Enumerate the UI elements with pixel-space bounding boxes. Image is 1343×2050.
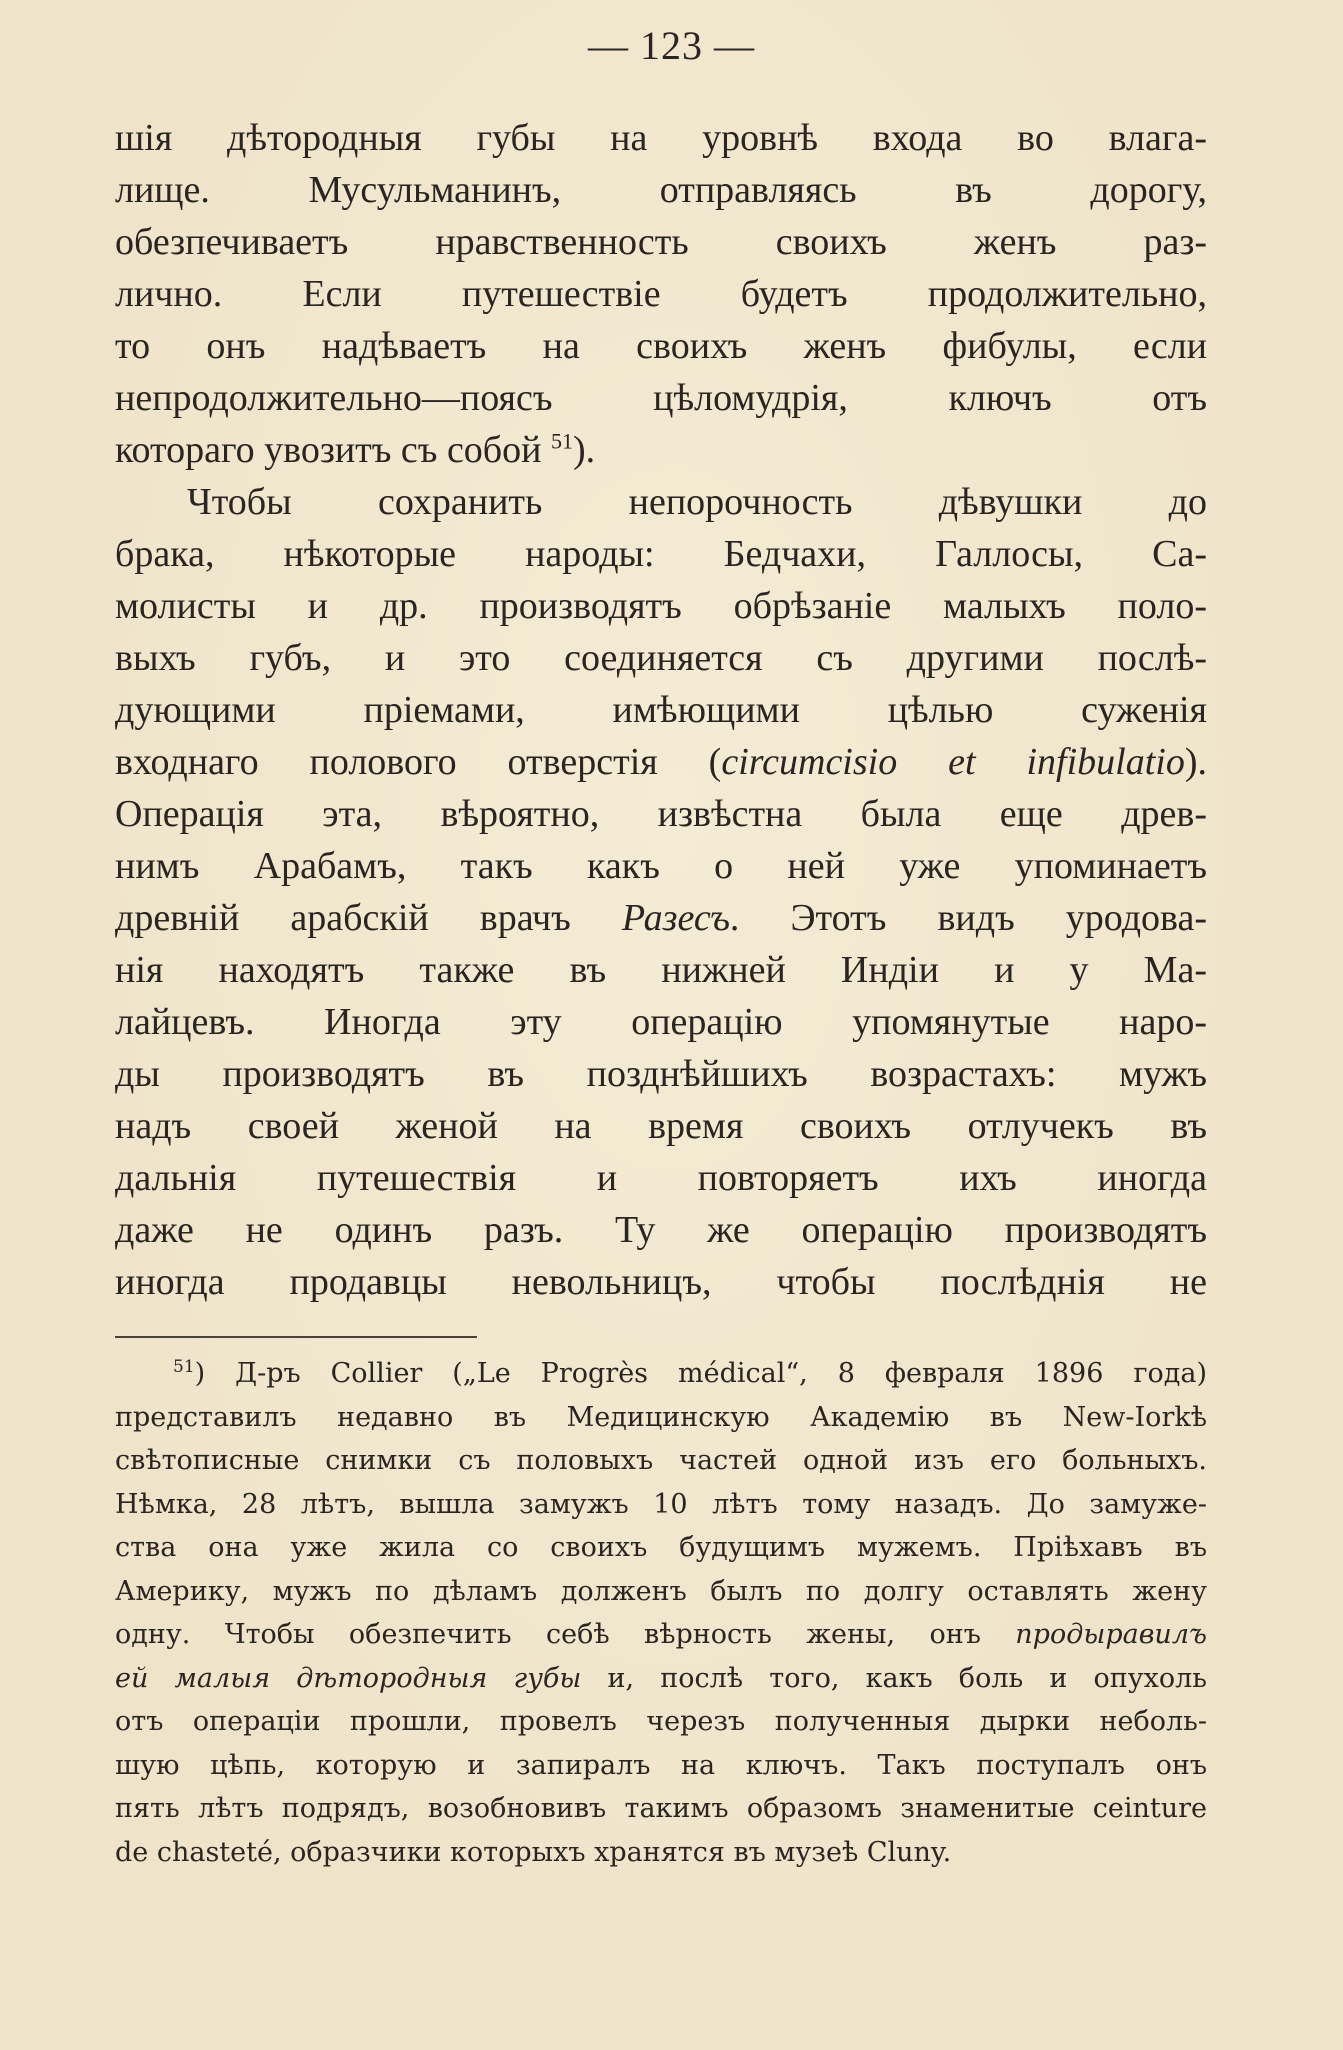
footnote-divider [115, 1336, 477, 1338]
text-line: молисты и др. производятъ обрѣзаніе малыхъ поло- [115, 585, 1207, 627]
main-text [115, 112, 1207, 1308]
footnote-italic: продыравилъ [1015, 1619, 1207, 1650]
footnote-fragment: и, послѣ того, какъ боль и опухоль [581, 1662, 1207, 1694]
footnote-marker: 51 [173, 1357, 195, 1377]
text-line: иногда продавцы невольницъ, чтобы послѣднія не [115, 1261, 1207, 1303]
footnote-fragment: ) Д-ръ Collier („Le Progrès médical“, 8 февраля 1896 года) [194, 1358, 1207, 1389]
text-line [115, 736, 1207, 788]
text-fragment: . Этотъ видъ уродова- [729, 897, 1207, 939]
physician-name: Разесъ [621, 897, 730, 939]
footnote-fragment: одну. Чтобы обезпечить себѣ вѣрность жены, онъ [115, 1619, 1016, 1650]
latin-term: circumcisio et infibulatio [721, 741, 1185, 783]
text-line: обезпечиваетъ нравственность своихъ женъ раз- [115, 221, 1207, 263]
text-fragment: ). [1184, 741, 1207, 783]
text-line: даже не одинъ разъ. Ту же операцію производятъ [115, 1209, 1207, 1251]
text-line: непродолжительно—поясъ цѣломудрія, ключъ отъ [115, 377, 1207, 419]
footnote-line: de chasteté, образчики которыхъ хранятся въ музеѣ Cluny. [115, 1836, 952, 1868]
text-line [115, 424, 1207, 476]
text-line: лище. Мусульманинъ, отправляясь въ дорогу, [115, 169, 1207, 211]
text-line: ды производятъ въ позднѣйшихъ возрастахъ: мужъ [115, 1053, 1207, 1095]
text-line: надъ своей женой на время своихъ отлучекъ въ [115, 1105, 1207, 1147]
text-line: то онъ надѣваетъ на своихъ женъ фибулы, если [115, 325, 1207, 367]
text-fragment: древній арабскій врачъ [115, 897, 622, 939]
text-line [115, 892, 1207, 944]
page-number: — 123 — [588, 23, 755, 68]
text-line: выхъ губъ, и это соединяется съ другими послѣ- [115, 637, 1207, 679]
text-line: Операція эта, вѣроятно, извѣстна была еще древ- [115, 793, 1207, 835]
footnote-line [115, 1352, 1207, 1396]
footnote-line: отъ операціи прошли, провелъ черезъ полученныя дырки неболь- [115, 1706, 1207, 1737]
text-fragment: котораго увозитъ съ собой [115, 429, 542, 471]
text-line: дующими пріемами, имѣющими цѣлью суженія [115, 689, 1207, 731]
text-line: шія дѣтородныя губы на уровнѣ входа во влага- [115, 117, 1207, 159]
footnote-italic: ей малыя дѣтородныя губы [115, 1662, 582, 1694]
footnote-line: пять лѣтъ подрядъ, возобновивъ такимъ образомъ знаменитые ceinture [115, 1793, 1207, 1824]
text-line: лично. Если путешествіе будетъ продолжительно, [115, 273, 1207, 315]
footnote-line: ства она уже жила со своихъ будущимъ мужемъ. Пріѣхавъ въ [115, 1532, 1207, 1563]
text-line: лайцевъ. Иногда эту операцію упомянутые наро- [115, 1001, 1207, 1043]
footnote-line [115, 1613, 1207, 1657]
footnote-line: свѣтописные снимки съ половыхъ частей одной изъ его больныхъ. [115, 1445, 1207, 1476]
text-fragment: входнаго полового отверстія ( [115, 741, 722, 783]
paragraph-start-line: Чтобы сохранить непорочность дѣвушки до [187, 481, 1207, 523]
text-line: дальнія путешествія и повторяетъ ихъ иногда [115, 1157, 1207, 1199]
footnote-line [115, 1657, 1207, 1701]
footnote-reference: 51 [550, 428, 573, 454]
text-line: нія находятъ также въ нижней Индіи и у Ма- [115, 949, 1207, 991]
footnote-line: представилъ недавно въ Медицинскую Академію въ New-Iorkѣ [115, 1401, 1207, 1433]
text-fragment: ). [572, 429, 596, 471]
text-line: нимъ Арабамъ, такъ какъ о ней уже упоминаетъ [115, 845, 1207, 887]
text-line: брака, нѣкоторые народы: Бедчахи, Галлосы, Са- [115, 533, 1207, 575]
footnote [115, 1352, 1207, 1874]
footnote-line: шую цѣпь, которую и запиралъ на ключъ. Такъ поступалъ онъ [115, 1749, 1207, 1781]
footnote-line: Нѣмка, 28 лѣтъ, вышла замужъ 10 лѣтъ тому назадъ. До замуже- [115, 1488, 1207, 1520]
footnote-line: Америку, мужъ по дѣламъ долженъ былъ по долгу оставлять жену [115, 1575, 1207, 1607]
